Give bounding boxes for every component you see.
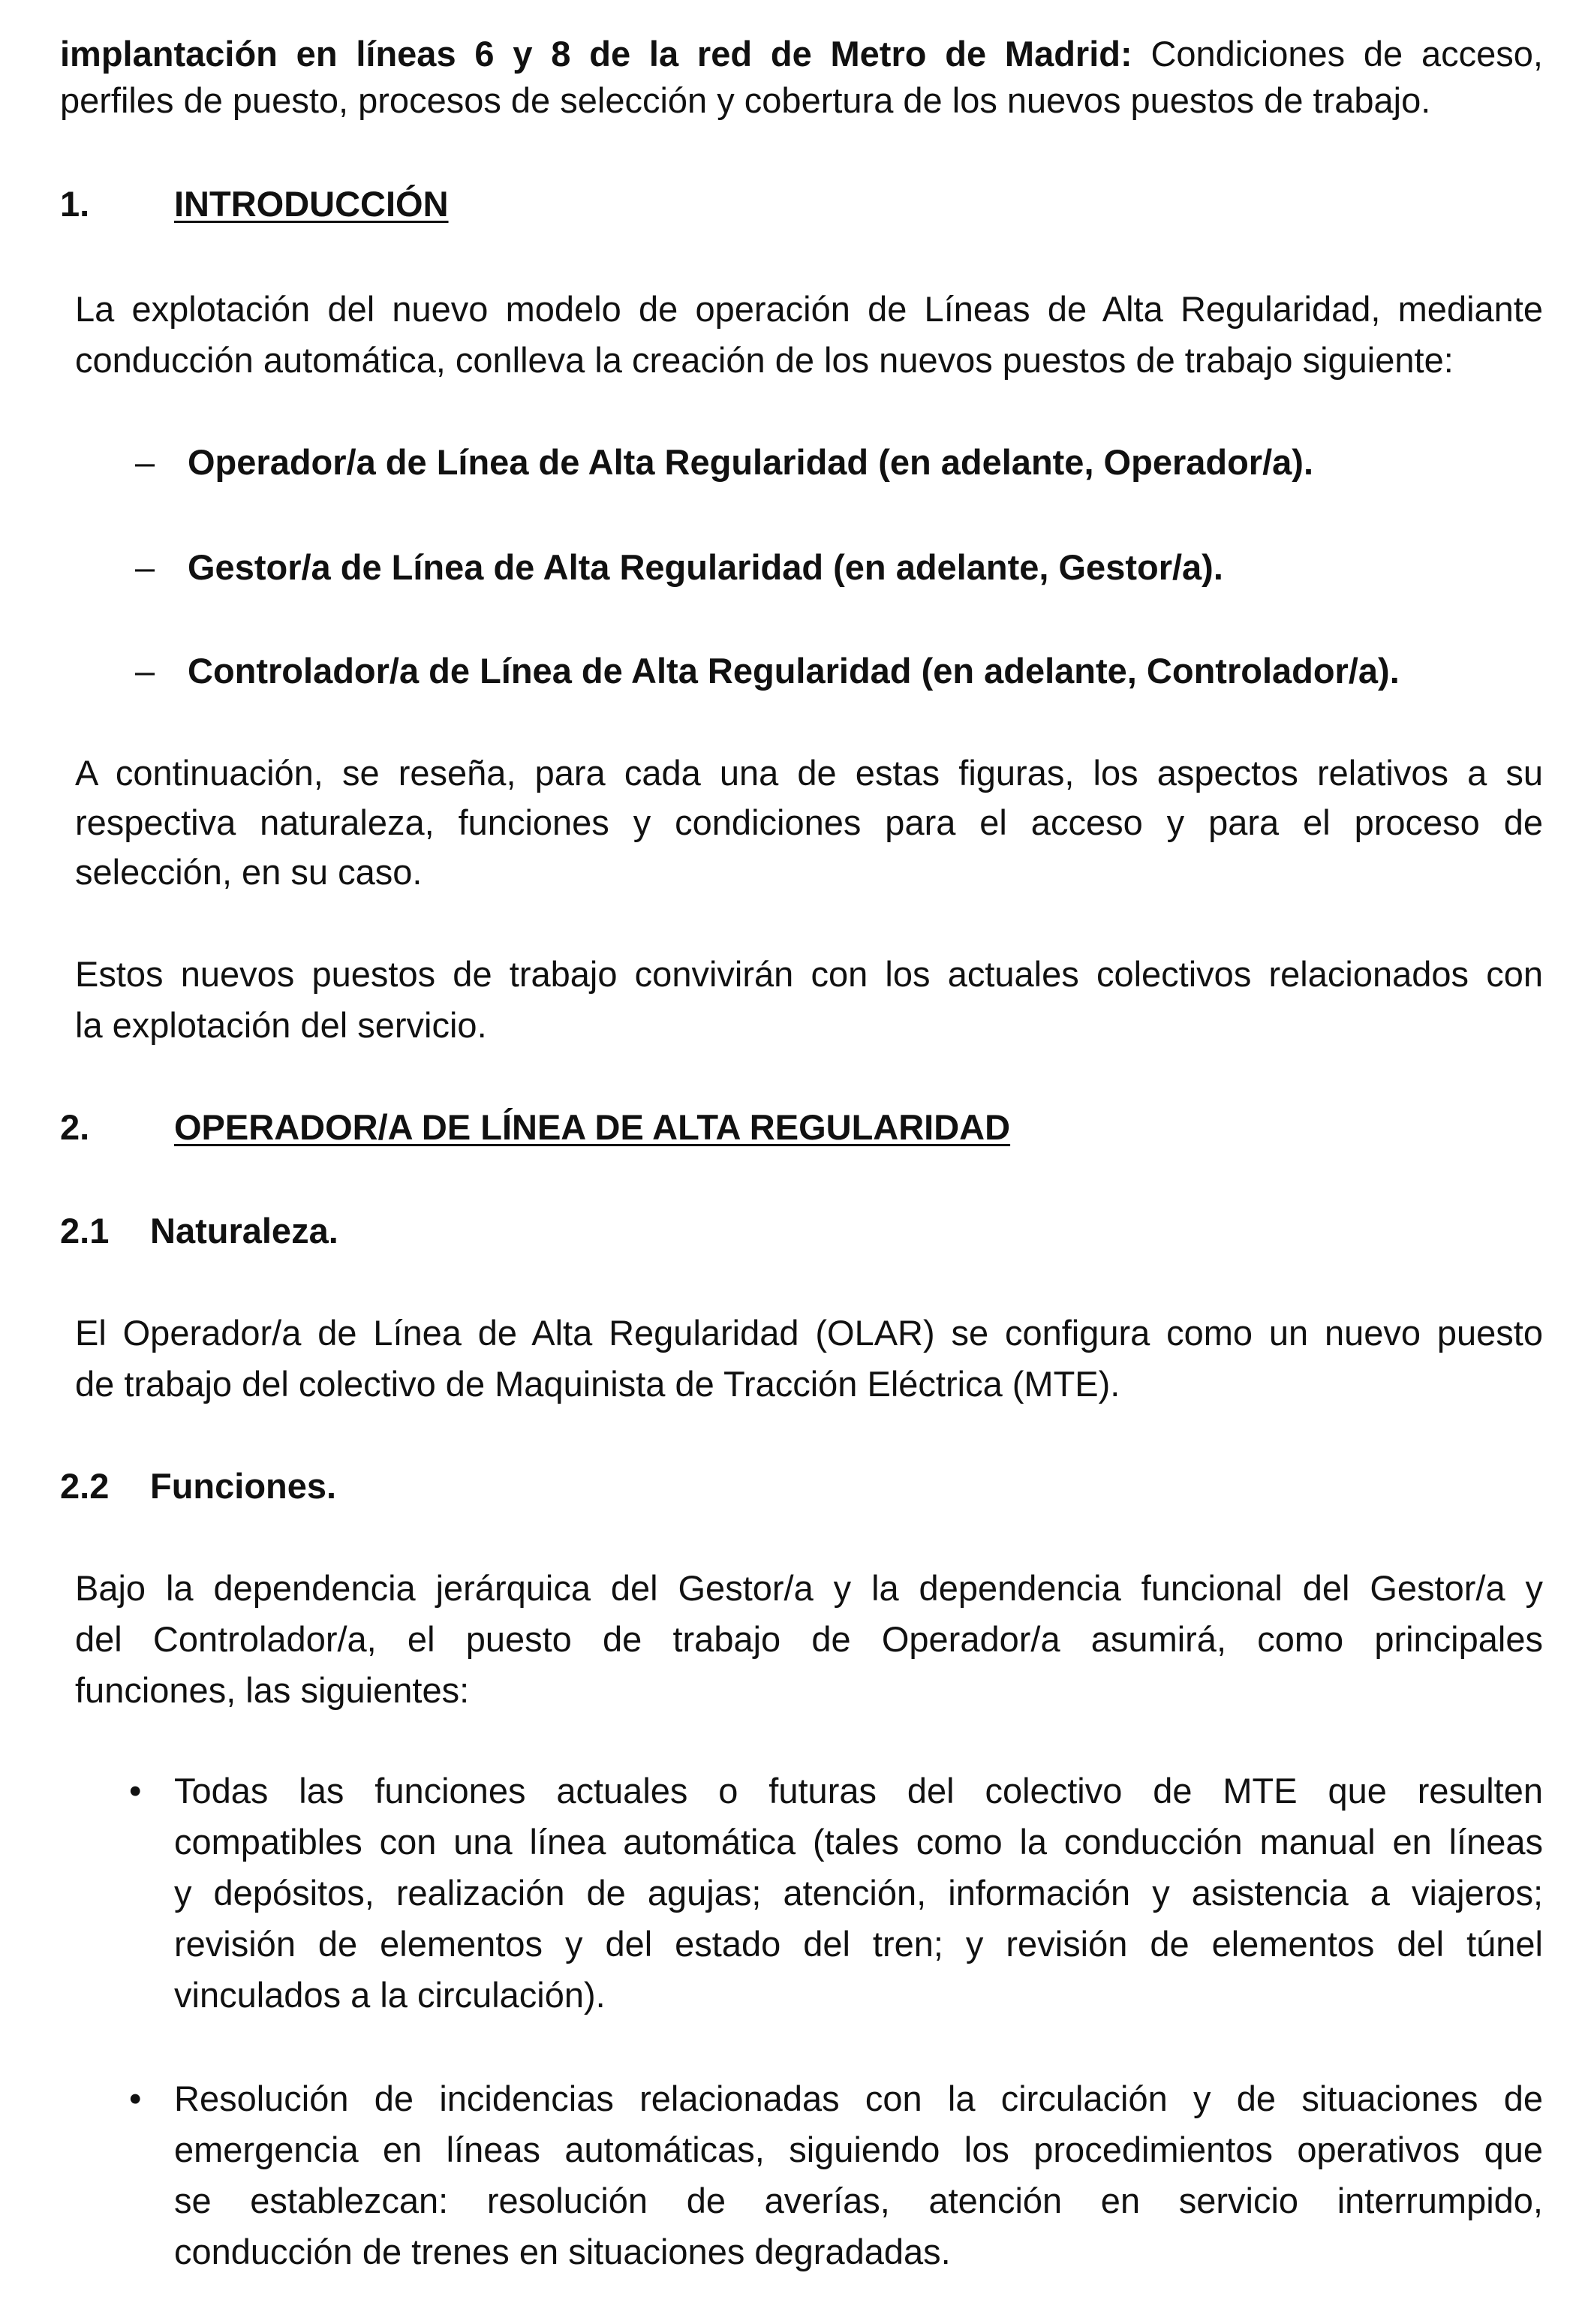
paragraph-line: conducción automática, conlleva la creación de los nuevos puestos de trabajo siguiente: xyxy=(75,340,1454,380)
bullet-line: conducción de trenes en situaciones degradadas. xyxy=(174,2232,951,2271)
bullet-line: vinculados a la circulación). xyxy=(174,1975,606,2015)
subsection-2-1-number: 2.1 xyxy=(60,1211,110,1251)
bullet-line: y depósitos, realización de agujas; atención, información y asistencia a viajeros; xyxy=(174,1873,1543,1913)
list-item: Gestor/a de Línea de Alta Regularidad (en adelante, Gestor/a). xyxy=(188,547,1223,587)
bullet-line: Resolución de incidencias relacionadas con la circulación y de situaciones de xyxy=(174,2079,1543,2118)
header-line-2: perfiles de puesto, procesos de selección y cobertura de los nuevos puestos de trabajo. xyxy=(60,80,1431,120)
dash-marker: – xyxy=(135,442,155,482)
subsection-2-2-number: 2.2 xyxy=(60,1466,110,1506)
section-1-title: INTRODUCCIÓN xyxy=(174,184,449,224)
section-1-number: 1. xyxy=(60,184,90,224)
paragraph-line: del Controlador/a, el puesto de trabajo de Operador/a asumirá, como principales xyxy=(75,1619,1543,1659)
list-item: Operador/a de Línea de Alta Regularidad (en adelante, Operador/a). xyxy=(188,442,1314,482)
header-rest: Condiciones de acceso, xyxy=(1132,34,1543,74)
bullet-line: compatibles con una línea automática (tales como la conducción manual en líneas xyxy=(174,1822,1543,1862)
section-2-title: OPERADOR/A DE LÍNEA DE ALTA REGULARIDAD xyxy=(174,1107,1011,1147)
bullet-line: revisión de elementos y del estado del tren; y revisión de elementos del túnel xyxy=(174,1924,1543,1964)
bullet-marker: • xyxy=(129,1771,142,1811)
dash-marker: – xyxy=(135,651,155,691)
header-line-1 xyxy=(60,29,1543,80)
subsection-2-1-title: Naturaleza. xyxy=(150,1211,338,1251)
bullet-marker: • xyxy=(129,2079,142,2118)
paragraph-line: funciones, las siguientes: xyxy=(75,1670,470,1710)
list-item: Controlador/a de Línea de Alta Regularidad (en adelante, Controlador/a). xyxy=(188,651,1400,691)
paragraph-line: A continuación, se reseña, para cada una de estas figuras, los aspectos relativos a su xyxy=(75,753,1543,793)
subsection-2-2-title: Funciones. xyxy=(150,1466,337,1506)
header-bold: implantación en líneas 6 y 8 de la red de Metro de Madrid: xyxy=(60,34,1132,74)
section-2-number: 2. xyxy=(60,1107,90,1147)
paragraph-line: Bajo la dependencia jerárquica del Gestor/a y la dependencia funcional del Gestor/a y xyxy=(75,1568,1543,1608)
paragraph-line: la explotación del servicio. xyxy=(75,1005,487,1045)
paragraph-line: respectiva naturaleza, funciones y condiciones para el acceso y para el proceso de xyxy=(75,802,1543,842)
paragraph-line: El Operador/a de Línea de Alta Regularidad (OLAR) se configura como un nuevo puesto xyxy=(75,1313,1543,1353)
paragraph-line: Estos nuevos puestos de trabajo convivirán con los actuales colectivos relacionados con xyxy=(75,954,1543,994)
paragraph-line: La explotación del nuevo modelo de operación de Líneas de Alta Regularidad, mediante xyxy=(75,289,1543,329)
dash-marker: – xyxy=(135,547,155,587)
paragraph-line: selección, en su caso. xyxy=(75,852,423,892)
bullet-line: se establezcan: resolución de averías, atención en servicio interrumpido, xyxy=(174,2181,1543,2220)
bullet-line: emergencia en líneas automáticas, siguiendo los procedimientos operativos que xyxy=(174,2130,1543,2169)
paragraph-line: de trabajo del colectivo de Maquinista de Tracción Eléctrica (MTE). xyxy=(75,1364,1120,1404)
bullet-line: Todas las funciones actuales o futuras del colectivo de MTE que resulten xyxy=(174,1771,1543,1811)
